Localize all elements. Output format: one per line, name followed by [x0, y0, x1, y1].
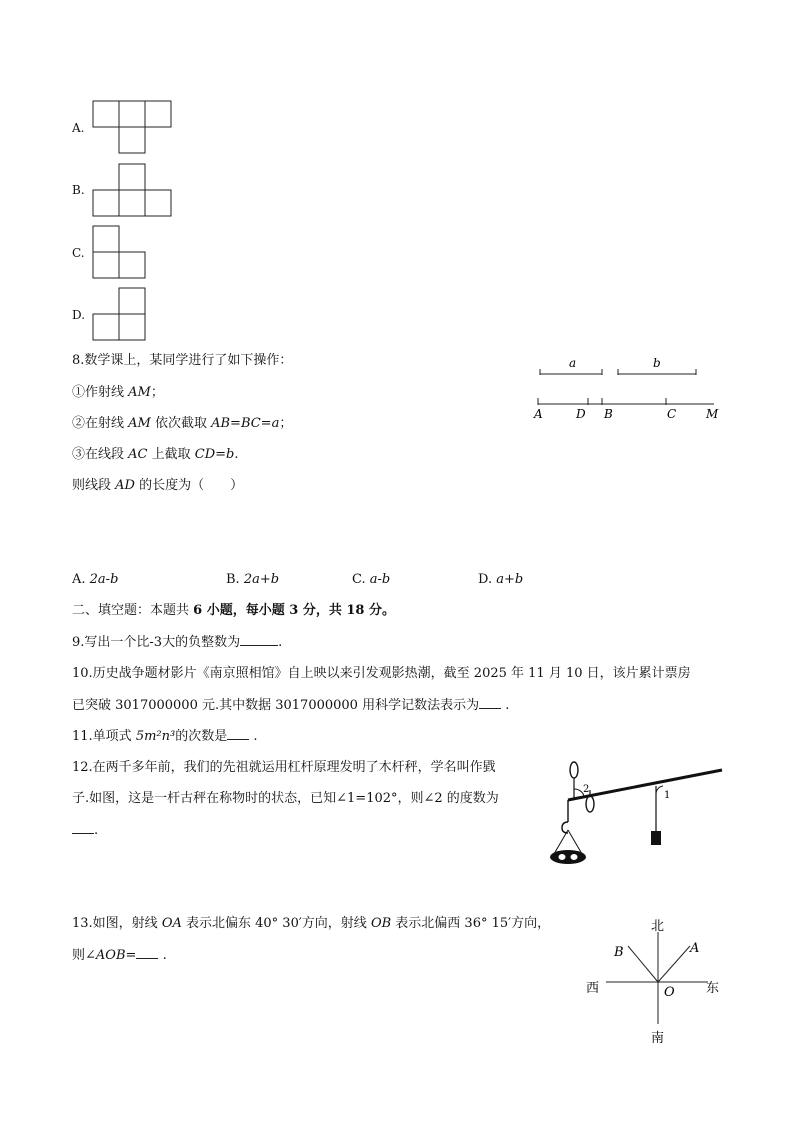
- q11-text: 11.单项式 5m²n³的次数是 .: [72, 729, 258, 744]
- q8-answer-d[interactable]: D. a+b: [478, 572, 524, 587]
- q8-step1: ①作射线 AM；: [72, 385, 164, 400]
- q13-line1: 13.如图，射线 OA 表示北偏东 40° 30′方向，射线 OB 表示北偏西 36° 15′方向，: [72, 916, 551, 931]
- q12-blank[interactable]: [72, 821, 94, 834]
- label-a: a: [569, 356, 577, 370]
- north-label: 北: [651, 919, 665, 934]
- q12-line2: 子.如图，这是一杆古秤在称物时的状态，已知∠1=102°，则∠2 的度数为: [72, 791, 499, 806]
- q8-step3: ③在线段 AC 上截取 CD=b.: [72, 447, 239, 462]
- angle-2-label: 2: [583, 784, 590, 795]
- option-d-label: D.: [72, 308, 86, 322]
- point-b: B: [604, 407, 613, 421]
- q10-blank[interactable]: [479, 696, 501, 709]
- point-a: A: [534, 407, 543, 421]
- q13-line2: 则∠AOB= .: [72, 948, 167, 963]
- option-c-figure: [92, 225, 148, 281]
- compass-figure: [580, 912, 730, 1052]
- q12-line3: .: [72, 821, 98, 840]
- q8-question: 则线段 AD 的长度为（ ）: [72, 478, 244, 493]
- q8-stem: 8.数学课上，某同学进行了如下操作：: [72, 353, 293, 368]
- q9-text: 9.写出一个比-3大的负整数为 .: [72, 635, 283, 650]
- point-c: C: [667, 407, 677, 421]
- label-b: b: [653, 356, 661, 370]
- q8-step2: ②在射线 AM 依次截取 AB=BC=a；: [72, 416, 293, 431]
- angle-1-label: 1: [664, 790, 671, 801]
- q9-blank[interactable]: [240, 633, 278, 646]
- east-label: 东: [706, 981, 720, 996]
- point-o-label: O: [664, 985, 675, 1000]
- option-b-figure: [92, 163, 174, 219]
- q10-line1: 10.历史战争题材影片《南京照相馆》自上映以来引发观影热潮，截至 2025 年 11 月 10 日，该片累计票房: [72, 666, 691, 681]
- point-d: D: [576, 407, 586, 421]
- option-d-figure: [92, 287, 148, 343]
- point-a-label: A: [690, 941, 700, 956]
- point-m: M: [706, 407, 719, 421]
- option-a-figure: [92, 100, 174, 156]
- steelyard-figure: [540, 756, 724, 872]
- option-b-label: B.: [72, 183, 85, 197]
- q8-segment-figure: [528, 352, 728, 428]
- q10-line2: 已突破 3017000000 元.其中数据 3017000000 用科学记数法表示为 .: [72, 698, 510, 713]
- option-a-label: A.: [72, 121, 85, 135]
- q11-blank[interactable]: [227, 727, 249, 740]
- q8-answer-c[interactable]: C. a-b: [352, 572, 391, 587]
- option-c-label: C.: [72, 246, 85, 260]
- point-b-label: B: [614, 945, 624, 960]
- section-heading: 二、填空题：本题共 6 小题，每小题 3 分，共 18 分。: [72, 603, 395, 618]
- q8-answer-b[interactable]: B. 2a+b: [226, 572, 280, 587]
- q12-line1: 12.在两千多年前，我们的先祖就运用杠杆原理发明了木杆秤，学名叫作戥: [72, 760, 496, 775]
- west-label: 西: [586, 981, 600, 996]
- q8-answer-a[interactable]: A. 2a-b: [72, 572, 119, 587]
- south-label: 南: [651, 1031, 665, 1046]
- q13-blank[interactable]: [136, 946, 158, 959]
